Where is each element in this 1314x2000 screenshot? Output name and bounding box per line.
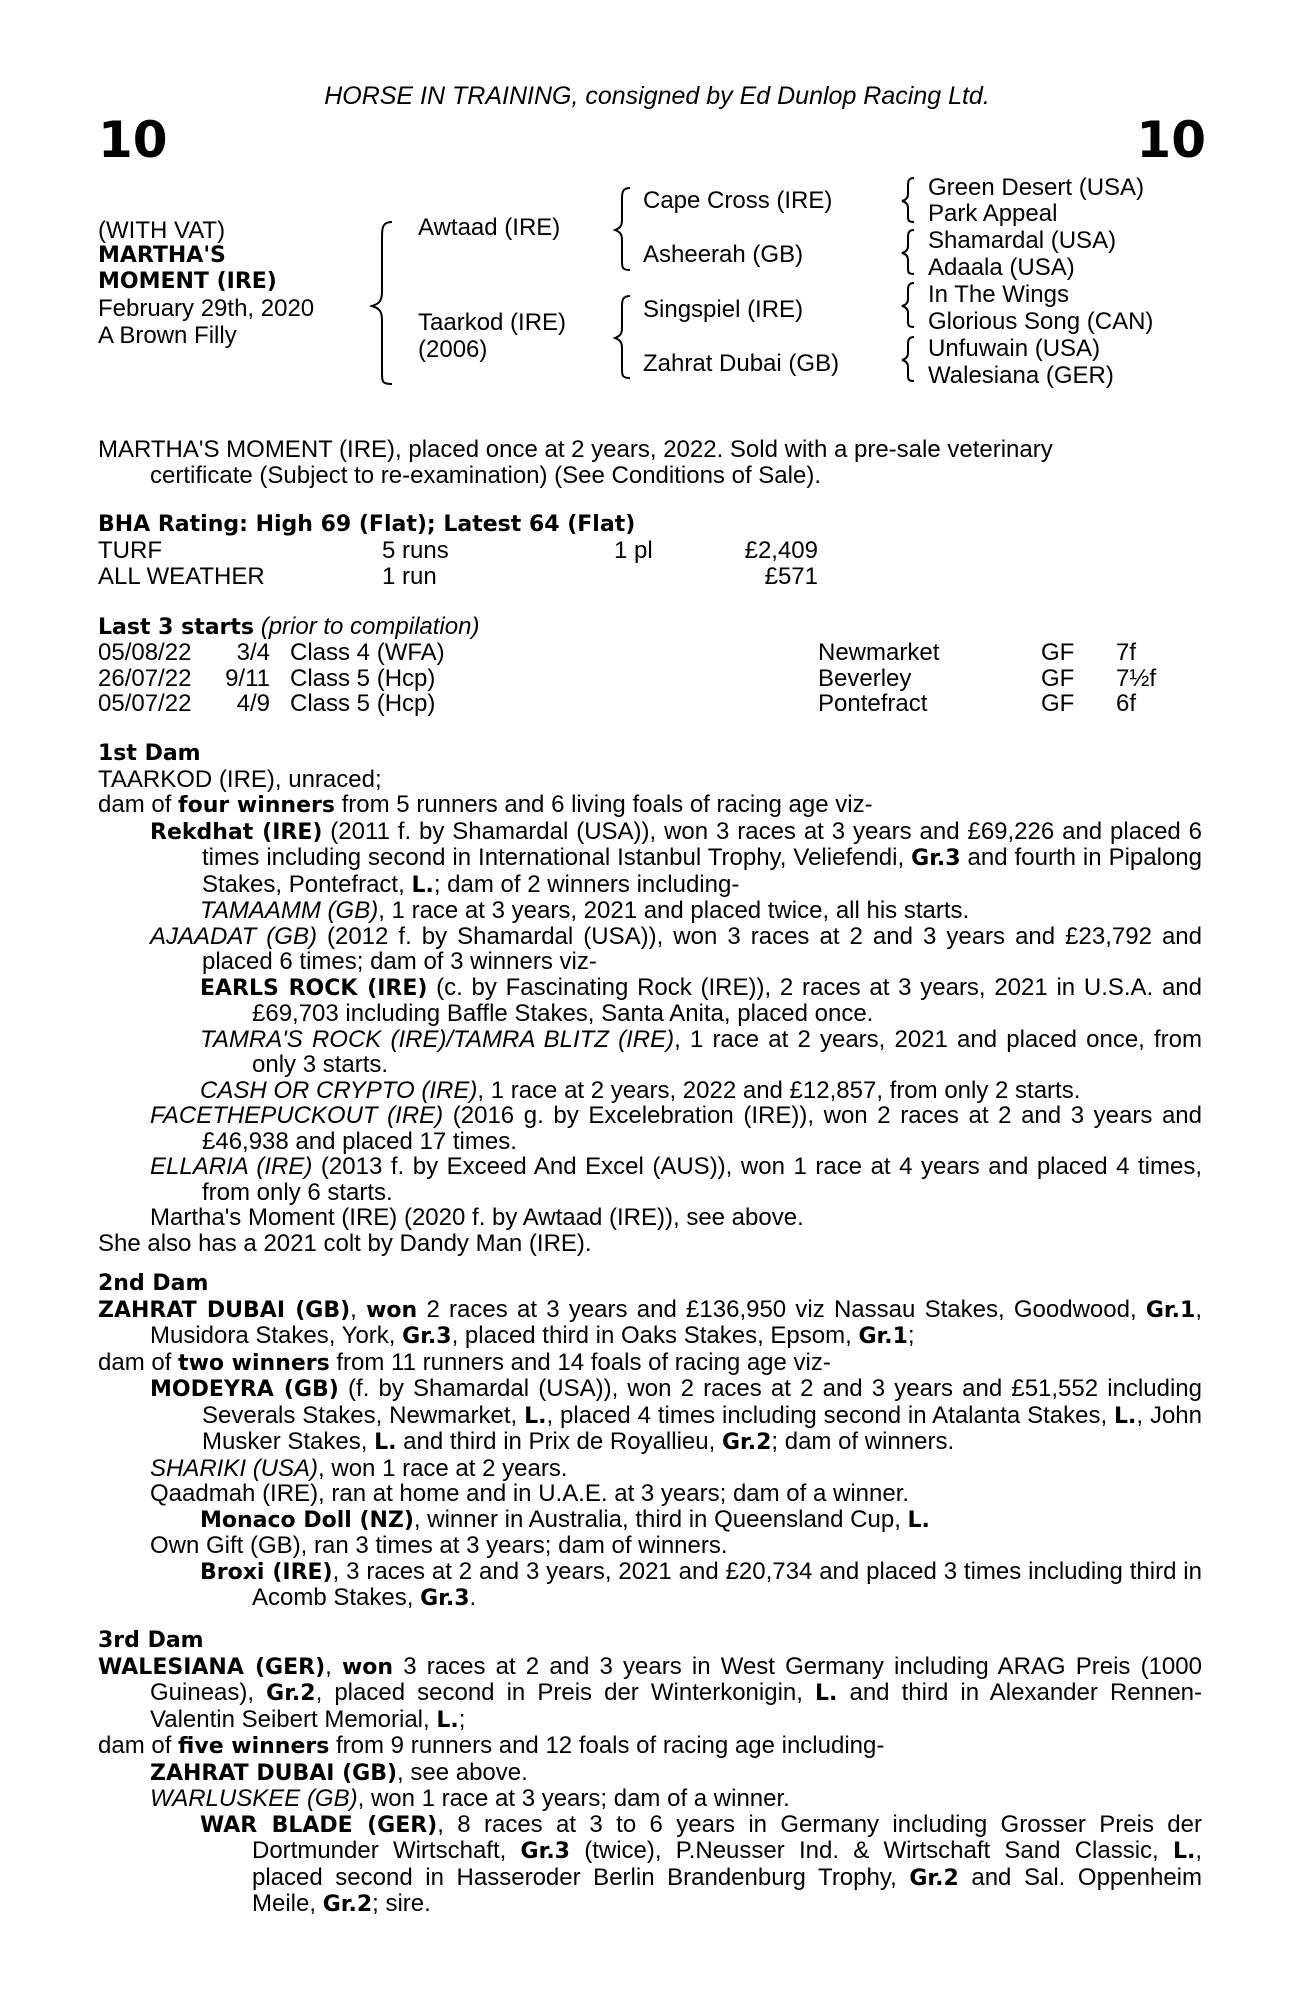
second-dam-section [98, 1271, 1202, 1612]
first-dam-section [98, 741, 1202, 1256]
produce-earls-rock: EARLS ROCK (IRE) (c. by Fascinating Rock (IRE)), 2 races at 3 years, 2021 in U.S.A. and £69,703 including Baffle Stakes, Santa Anita, placed once. [200, 973, 1203, 1027]
produce-tamras-rock: TAMRA'S ROCK (IRE)/TAMRA BLITZ (IRE), 1 race at 2 years, 2021 and placed once, from only 3 starts. [200, 1025, 1202, 1078]
gen3-1: Green Desert (USA) [928, 174, 1145, 201]
produce-modeyra: MODEYRA (GB) (f. by Shamardal (USA)), won 2 races at 2 and 3 years and £51,552 including Severals Stakes, Newmarket, L., placed 4 times including second in Atalanta Stakes, L., John Musker Stakes, L. and third in Prix de Royallieu, Gr.2; dam of winners. [150, 1375, 1202, 1455]
runs: 5 runs [382, 537, 449, 564]
start-going: GF [1041, 690, 1075, 717]
vat-label: (WITH VAT) [98, 217, 226, 244]
produce-rekdhat: Rekdhat (IRE) (2011 f. by Shamardal (USA)), won 3 races at 3 years and £69,226 and placed 6 times including second in International Istanbul Trophy, Veliefendi, Gr.3 and fourth in Pipalong Stakes, Pontefract, L.; dam of 2 winners including- [150, 817, 1203, 898]
start-course: Newmarket [818, 639, 940, 666]
produce-own-gift: Own Gift (GB), ran 3 times at 3 years; dam of winners. [150, 1532, 728, 1559]
produce-warluskee: WARLUSKEE (GB), won 1 race at 3 years; dam of a winner. [150, 1785, 790, 1812]
start-going: GF [1041, 664, 1075, 692]
gen3-4: Adaala (USA) [928, 254, 1075, 281]
gen3-6: Glorious Song (CAN) [928, 308, 1154, 335]
last-starts-subheading: (prior to compilation) [260, 613, 480, 640]
foaling-date: February 29th, 2020 [98, 295, 315, 322]
produce-zahrat-dubai: ZAHRAT DUBAI (GB), see above. [150, 1758, 528, 1786]
start-position: 3/4 [236, 639, 270, 666]
first-dam-produce-line: dam of four winners from 5 runners and 6 living foals of racing age viz- [98, 791, 873, 818]
first-dam-footnote: She also has a 2021 colt by Dandy Man (IRE). [98, 1229, 592, 1257]
start-position: 9/11 [225, 664, 270, 692]
surface: ALL WEATHER [98, 562, 265, 590]
runs: 1 run [382, 562, 437, 590]
third-dam-intro: WALESIANA (GER), won 3 races at 2 and 3 years in West Germany including ARAG Preis (1000 Guineas), Gr.2, placed second in Preis der Winterkonigin, L. and third in Alexander Rennen-Valentin Seibert Memorial, L.; [98, 1652, 1203, 1733]
placed: 1 pl [614, 537, 653, 564]
start-date: 05/07/22 [98, 690, 192, 717]
last-starts-heading: Last 3 starts [98, 615, 255, 640]
dam-name: Taarkod (IRE) [418, 309, 567, 336]
prize: £2,409 [744, 537, 818, 564]
produce-cash-or-crypto: CASH OR CRYPTO (IRE), 1 race at 2 years, 2022 and £12,857, from only 2 starts. [200, 1076, 1081, 1104]
horse-name-line2: MOMENT (IRE) [98, 269, 277, 294]
produce-ajaadat: AJAADAT (GB) (2012 f. by Shamardal (USA)), won 3 races at 2 and 3 years and £23,792 and placed 6 times; dam of 3 winners viz- [150, 922, 1203, 975]
prize: £571 [764, 562, 818, 590]
start-course: Beverley [818, 664, 912, 692]
first-dam-heading: 1st Dam [98, 741, 201, 766]
start-distance: 7f [1116, 639, 1137, 666]
produce-monaco-doll: Monaco Doll (NZ), winner in Australia, third in Queensland Cup, L. [200, 1505, 930, 1533]
second-dam-heading: 2nd Dam [98, 1271, 209, 1296]
sire-name: Awtaad (IRE) [418, 214, 561, 241]
sire-sire: Cape Cross (IRE) [643, 187, 833, 214]
start-course: Pontefract [818, 690, 928, 717]
gen3-5: In The Wings [928, 281, 1069, 308]
produce-marthas-moment: Martha's Moment (IRE) (2020 f. by Awtaad (IRE)), see above. [150, 1204, 804, 1231]
start-distance: 7½f [1116, 664, 1157, 692]
start-date: 26/07/22 [98, 664, 192, 692]
produce-broxi: Broxi (IRE), 3 races at 2 and 3 years, 2021 and £20,734 and placed 3 times including third in Acomb Stakes, Gr.3. [200, 1557, 1202, 1611]
produce-facethepuckout: FACETHEPUCKOUT (IRE) (2016 g. by Excelebration (IRE)), won 2 races at 2 and 3 years and £46,938 and placed 17 times. [150, 1102, 1202, 1155]
second-dam-intro: ZAHRAT DUBAI (GB), won 2 races at 3 years and £136,950 viz Nassau Stakes, Goodwood, Gr.1, Musidora Stakes, York, Gr.3, placed third in Oaks Stakes, Epsom, Gr.1; [98, 1295, 1202, 1349]
lot-number-left: 10 [98, 111, 168, 169]
start-race: Class 4 (WFA) [290, 639, 445, 666]
produce-ellaria: ELLARIA (IRE) (2013 f. by Exceed And Excel (AUS)), won 1 race at 4 years and placed 4 times, from only 6 starts. [150, 1153, 1203, 1206]
gen3-7: Unfuwain (USA) [928, 335, 1101, 362]
second-dam-produce-line: dam of two winners from 11 runners and 14 foals of racing age viz- [98, 1348, 831, 1376]
start-going: GF [1041, 639, 1075, 666]
horse-description: A Brown Filly [98, 322, 237, 349]
sire-dam: Asheerah (GB) [643, 241, 804, 268]
summary-line1: MARTHA'S MOMENT (IRE), placed once at 2 years, 2022. Sold with a pre-sale veterinary [98, 436, 1053, 463]
last-starts-heading-line [98, 614, 479, 641]
start-race: Class 5 (Hcp) [290, 690, 436, 717]
lot-number-right: 10 [1136, 111, 1206, 169]
gen3-3: Shamardal (USA) [928, 227, 1117, 254]
consignment-title: HORSE IN TRAINING, consigned by Ed Dunlop Racing Ltd. [324, 82, 990, 110]
dam-foaling-year: (2006) [418, 336, 488, 363]
produce-war-blade: WAR BLADE (GER), 8 races at 3 to 6 years in Germany including Grosser Preis der Dortmunder Wirtschaft, Gr.3 (twice), P.Neusser Ind. & Wirtschaft Sand Classic, L., placed second in Hasseroder Berlin Brandenburg Trophy, Gr.2 and Sal. Oppenheim Meile, Gr.2; sire. [200, 1810, 1202, 1917]
start-race: Class 5 (Hcp) [290, 664, 436, 692]
start-date: 05/08/22 [98, 639, 192, 666]
bha-rating-heading: BHA Rating: High 69 (Flat); Latest 64 (Flat) [98, 512, 636, 537]
produce-shariki: SHARIKI (USA), won 1 race at 2 years. [150, 1454, 568, 1482]
dam-dam: Zahrat Dubai (GB) [643, 350, 840, 377]
third-dam-heading: 3rd Dam [98, 1628, 204, 1653]
horse-name-line1: MARTHA'S [98, 243, 226, 268]
third-dam-section [98, 1628, 1202, 1918]
gen3-8: Walesiana (GER) [928, 362, 1114, 389]
produce-qaadmah: Qaadmah (IRE), ran at home and in U.A.E. at 3 years; dam of a winner. [150, 1480, 910, 1507]
surface: TURF [98, 537, 162, 564]
start-position: 4/9 [236, 690, 270, 717]
first-dam-intro: TAARKOD (IRE), unraced; [98, 765, 382, 793]
summary-line2: certificate (Subject to re-examination) (See Conditions of Sale). [150, 461, 821, 489]
start-distance: 6f [1116, 690, 1137, 717]
produce-tamaamm: TAMAAMM (GB), 1 race at 3 years, 2021 and placed twice, all his starts. [200, 897, 970, 924]
dam-sire: Singspiel (IRE) [643, 296, 804, 323]
third-dam-produce-line: dam of five winners from 9 runners and 12 foals of racing age including- [98, 1732, 885, 1759]
gen3-2: Park Appeal [928, 200, 1058, 227]
